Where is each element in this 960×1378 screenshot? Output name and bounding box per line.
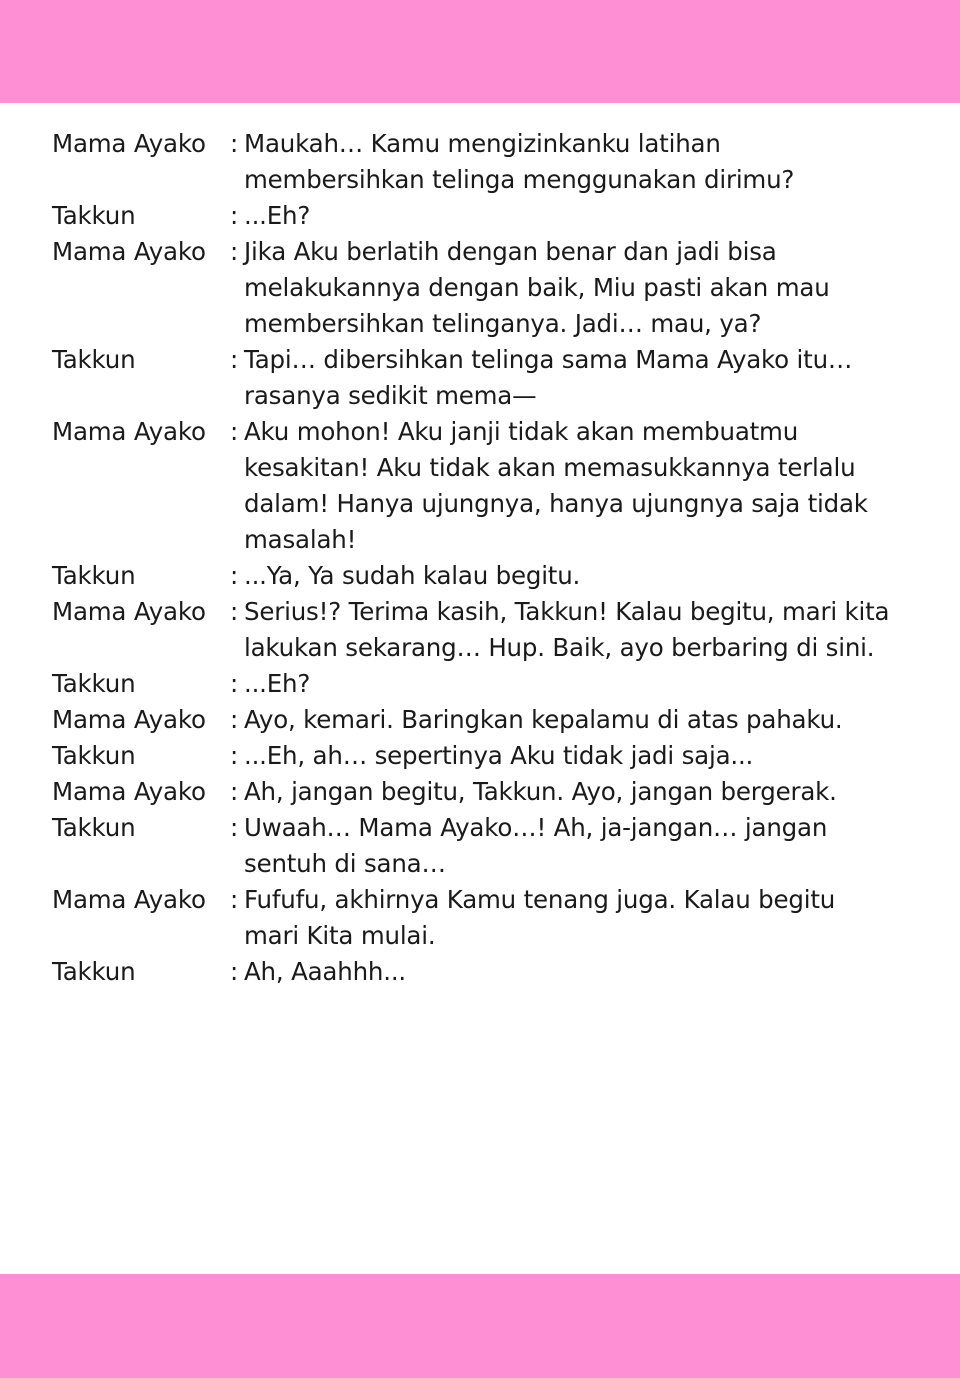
speaker-colon: : <box>230 777 239 806</box>
dialogue-line <box>52 594 942 666</box>
speaker-name: Takkun <box>52 957 136 986</box>
dialogue-text <box>244 954 942 990</box>
speaker-colon: : <box>230 345 239 374</box>
dialogue-line <box>52 342 942 414</box>
speaker-name: Mama Ayako <box>52 129 206 158</box>
dialogue-line <box>52 882 942 954</box>
dialogue-text-line: sentuh di sana… <box>244 849 446 878</box>
dialogue-text <box>244 774 942 810</box>
speaker-name: Takkun <box>52 741 136 770</box>
dialogue-text-line: ...Eh? <box>244 201 311 230</box>
speaker-name: Takkun <box>52 813 136 842</box>
top-pink-band <box>0 0 960 103</box>
dialogue-text <box>244 594 942 666</box>
dialogue-text <box>244 414 942 558</box>
dialogue-text <box>244 810 942 882</box>
speaker-name: Mama Ayako <box>52 237 206 266</box>
speaker-colon: : <box>230 417 239 446</box>
dialogue-text-line: Ah, jangan begitu, Takkun. Ayo, jangan bergerak. <box>244 777 837 806</box>
speaker-colon: : <box>230 813 239 842</box>
dialogue-text <box>244 126 942 198</box>
dialogue-text-line: rasanya sedikit mema— <box>244 381 537 410</box>
dialogue-line <box>52 234 942 342</box>
dialogue-text <box>244 738 942 774</box>
dialogue-text-line: Ah, Aaahhh... <box>244 957 406 986</box>
dialogue-text-line: melakukannya dengan baik, Miu pasti akan mau <box>244 273 830 302</box>
dialogue-text-line: ...Eh? <box>244 669 311 698</box>
speaker-name: Takkun <box>52 561 136 590</box>
dialogue-text <box>244 702 942 738</box>
dialogue-text <box>244 558 942 594</box>
dialogue-line <box>52 810 942 882</box>
dialogue-text <box>244 342 942 414</box>
dialogue-text-line: Aku mohon! Aku janji tidak akan membuatmu <box>244 417 799 446</box>
dialogue-line <box>52 126 942 198</box>
speaker-colon: : <box>230 885 239 914</box>
dialogue-text-line: Fufufu, akhirnya Kamu tenang juga. Kalau begitu <box>244 885 836 914</box>
dialogue-line <box>52 414 942 558</box>
dialogue-block <box>52 126 942 990</box>
speaker-name: Takkun <box>52 669 136 698</box>
dialogue-text-line: masalah! <box>244 525 357 554</box>
dialogue-text-line: membersihkan telinganya. Jadi… mau, ya? <box>244 309 762 338</box>
dialogue-text-line: dalam! Hanya ujungnya, hanya ujungnya saja tidak <box>244 489 868 518</box>
dialogue-line <box>52 702 942 738</box>
dialogue-line <box>52 198 942 234</box>
speaker-colon: : <box>230 957 239 986</box>
dialogue-text-line: Maukah… Kamu mengizinkanku latihan <box>244 129 721 158</box>
bottom-pink-band <box>0 1274 960 1378</box>
dialogue-line <box>52 558 942 594</box>
speaker-name: Mama Ayako <box>52 777 206 806</box>
dialogue-text-line: ...Ya, Ya sudah kalau begitu. <box>244 561 581 590</box>
dialogue-line <box>52 738 942 774</box>
dialogue-text-line: Tapi… dibersihkan telinga sama Mama Ayako itu… <box>244 345 853 374</box>
speaker-name: Mama Ayako <box>52 705 206 734</box>
dialogue-text-line: mari Kita mulai. <box>244 921 436 950</box>
speaker-colon: : <box>230 237 239 266</box>
dialogue-text <box>244 666 942 702</box>
speaker-name: Mama Ayako <box>52 597 206 626</box>
dialogue-line <box>52 954 942 990</box>
dialogue-text-line: membersihkan telinga menggunakan dirimu? <box>244 165 795 194</box>
speaker-name: Takkun <box>52 345 136 374</box>
dialogue-text <box>244 882 942 954</box>
speaker-name: Takkun <box>52 201 136 230</box>
dialogue-text-line: Uwaah… Mama Ayako…! Ah, ja-jangan… jangan <box>244 813 828 842</box>
dialogue-text-line: Serius!? Terima kasih, Takkun! Kalau begitu, mari kita <box>244 597 890 626</box>
speaker-name: Mama Ayako <box>52 885 206 914</box>
dialogue-text-line: lakukan sekarang… Hup. Baik, ayo berbaring di sini. <box>244 633 875 662</box>
dialogue-text-line: Jika Aku berlatih dengan benar dan jadi bisa <box>244 237 777 266</box>
dialogue-text-line: Ayo, kemari. Baringkan kepalamu di atas pahaku. <box>244 705 843 734</box>
speaker-colon: : <box>230 561 239 590</box>
dialogue-line <box>52 774 942 810</box>
speaker-colon: : <box>230 201 239 230</box>
speaker-colon: : <box>230 669 239 698</box>
speaker-name: Mama Ayako <box>52 417 206 446</box>
dialogue-text <box>244 198 942 234</box>
speaker-colon: : <box>230 705 239 734</box>
speaker-colon: : <box>230 129 239 158</box>
dialogue-text-line: ...Eh, ah… sepertinya Aku tidak jadi saja... <box>244 741 754 770</box>
speaker-colon: : <box>230 741 239 770</box>
dialogue-line <box>52 666 942 702</box>
dialogue-text <box>244 234 942 342</box>
speaker-colon: : <box>230 597 239 626</box>
dialogue-text-line: kesakitan! Aku tidak akan memasukkannya terlalu <box>244 453 856 482</box>
